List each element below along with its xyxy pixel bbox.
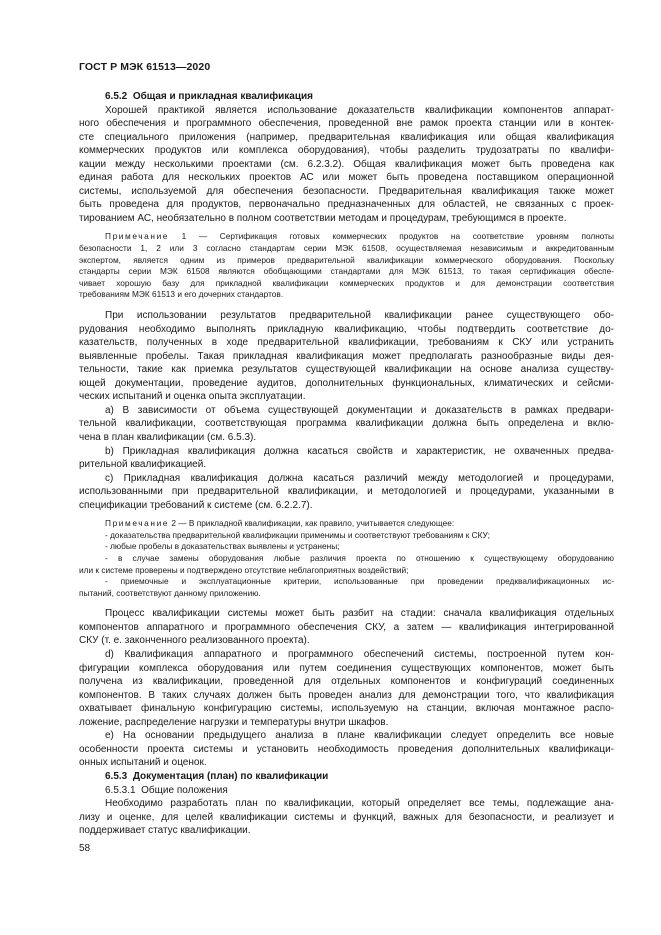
text-line: компонентов аппаратного и программного обеспечения СКУ, а затем — квалификация интегрированной: [79, 621, 614, 633]
text-line: ного обеспечения и программного обеспечения, проведенной вне рамок проекта станции или в контек-: [79, 118, 614, 130]
text-line: d) Квалификация аппаратного и программного обеспечений системы, построенной путем кон-: [105, 649, 614, 661]
text-line: казательств, полученных в ходе предварительной квалификации, требованиям к СКУ или устранить: [79, 337, 614, 349]
paragraph-stages: [79, 607, 614, 648]
text-line: спецификации требований к системе (см. 6.2.2.7).: [79, 499, 313, 511]
subsection-number: 6.5.3.1: [105, 784, 136, 796]
text-line: быть проведена для продуктов, первоначально предназначенных для областей, не связанных с проек-: [79, 199, 614, 211]
section-heading-6-5-2: [79, 90, 614, 104]
text-line: компонентов. В таких случаях должен быть проведен анализ для демонстрации того, что квалификация: [79, 689, 614, 701]
note-1: [79, 231, 614, 301]
text-line: системы, используемой для обеспечения безопасности. Предварительная квалификация также может: [79, 185, 614, 197]
text-line: использованными при предварительной квалификации, и методологией и процедурами, указанными в: [79, 486, 614, 498]
section-title: Документация (план) по квалификации: [132, 770, 329, 782]
text-line: с) Прикладная квалификация должна касаться различий между методологией и процедурами,: [105, 472, 614, 484]
list-item-b: [79, 445, 614, 472]
text-line: e) На основании предыдущего анализа в плане квалификации следует определить все новые: [105, 730, 614, 742]
text-line: ческих испытаний и оценка опыта эксплуатации.: [79, 391, 306, 403]
subsection-title: Общие положения: [141, 784, 228, 796]
text-line: При использовании результатов предварительной квалификации ранее существующего обо-: [105, 310, 614, 322]
note-line: или к системе проверены и подтверждено отсутствие неблагоприятных воздействий;: [79, 564, 409, 575]
list-item-a: [79, 404, 614, 445]
list-item-c: [79, 472, 614, 513]
text-line: тельности, такие как приемка результатов существующей квалификации на основе анализа существу-: [79, 364, 614, 376]
note-label: Примечание: [105, 231, 170, 242]
note-first-line: Примечание 1 — Сертификация готовых коммерческих продуктов на соответствие уровням полноты: [105, 231, 614, 242]
text-line: ющей документации, проведение аудитов, дополнительных функциональных, климатических и сейсми-: [79, 377, 614, 389]
note-bullet: - любые пробелы в доказательствах выявлены и устранены;: [105, 541, 340, 552]
paragraph-qualification-plan: [79, 797, 614, 838]
text-line: особенности проекта системы и установить необходимость проведения дополнительных квалификаци-: [79, 743, 614, 755]
text-line: онных испытаний и оценок.: [79, 757, 207, 769]
text-line: кации между несколькими проектами (см. 6.2.3.2). Общая квалификация может быть проведена как: [79, 158, 614, 170]
note-label: Примечание: [105, 518, 170, 529]
page-content: [79, 90, 614, 838]
note-line: экспертом, является одним из примеров предварительной квалификации коммерческого оборудования. Поскольку: [79, 254, 614, 265]
section-heading-6-5-3: [79, 770, 614, 784]
text-line: охватывает финальную конфигурацию системы, используемую на станции, включая монтажное распо-: [79, 703, 614, 715]
text-line: фигурации комплекса оборудования или путем соединения существующих компонентов, может быть: [79, 662, 614, 674]
note-line: чивает хорошую базу для прикладной квалификации коммерческих продуктов и для демонстрации соответствия: [79, 277, 614, 288]
subsection-heading-6-5-3-1: [79, 784, 614, 798]
note-first-line: Примечание 2 — В прикладной квалификации, как правило, учитывается следующее:: [105, 518, 455, 529]
note-line: пытаний, соответствуют данному приложению.: [79, 587, 261, 598]
section-number: 6.5.2: [105, 91, 128, 102]
text-line: рительной квалификацией.: [79, 459, 207, 471]
text-line: единая работа для нескольких проектов АС или может быть проведена поставщиком операционной: [79, 172, 614, 184]
text-line: чена в план квалификации (см. 6.5.3).: [79, 431, 257, 443]
section-number: 6.5.3: [105, 770, 128, 782]
note-line: безопасности 1, 2 или 3 согласно стандартам серии МЭК 61508, осуществляемая независимым и аккредитованным: [79, 243, 614, 254]
text-line: b) Прикладная квалификация должна касаться свойств и характеристик, не охваченных предва-: [105, 445, 614, 457]
note-bullet: - в случае замены оборудования любые различия проекта по отношению к существующему оборудованию: [105, 553, 614, 564]
note-bullet: - приемочные и эксплуатационные критерии, использованные при проведении предквалификационных ис-: [105, 576, 614, 587]
text-line: Процесс квалификации системы может быть разбит на стадии: сначала квалификация отдельных: [105, 608, 614, 620]
text-line: а) В зависимости от объема существующей документации и доказательств в рамках предвари-: [105, 404, 614, 416]
text-line: сте специального приложения (например, предварительная квалификация или общая квалификация: [79, 131, 614, 143]
paragraph-general-qualification: [79, 104, 614, 226]
text-line: Необходимо разработать план по квалификации, который определяет все темы, подлежащие ана-: [105, 798, 614, 810]
text-line: ложение, распределение нагрузки и температуры внутри шкафов.: [79, 716, 389, 728]
section-title: Общая и прикладная квалификация: [132, 91, 314, 102]
note-bullet: - доказательства предварительной квалификации применимы и соответствуют требованиям к СКУ;: [105, 529, 490, 540]
text-line: Хорошей практикой является использование доказательств квалификации компонентов аппарат-: [105, 104, 614, 116]
text-line: СКУ (т. е. законченного реализованного проекта).: [79, 635, 310, 647]
list-item-e: [79, 729, 614, 770]
text-line: тельной квалификации, соответствующая программа квалификации должна быть определена и вклю-: [79, 418, 614, 430]
text-line: поддерживает статус квалификации.: [79, 825, 251, 837]
text-line: коммерческих продуктов или комплекса оборудования), чтобы разделить трудозатраты по квалифи-: [79, 145, 614, 157]
list-item-d: [79, 648, 614, 729]
text-line: тированием АС, необязательно в полном соответствии методам и процедурам, требующимся в проекте.: [79, 212, 567, 224]
note-line: требованиям МЭК 61513 и его дочерних стандартов.: [79, 289, 284, 300]
text-line: выявленные пробелы. Такая прикладная квалификация может предполагать разнообразные виды дея-: [79, 350, 614, 362]
document-header: ГОСТ Р МЭК 61513—2020: [79, 61, 211, 73]
note-line: стандарты серии МЭК 61508 являются обобщающими стандартами для МЭК 61513, то такая сертификация обеспе-: [79, 266, 614, 277]
text-line: рудования необходимо выполнять прикладную квалификацию, чтобы подтвердить соответствие до-: [79, 323, 614, 335]
page-number: 58: [79, 843, 91, 854]
paragraph-application-qualification: [79, 309, 614, 404]
text-line: лизу и оценке, для целей квалификации системы и функций, важных для безопасности, и реализует и: [79, 811, 614, 823]
text-line: получена из квалификации, проведенной для отдельных компонентов и конфигураций соединенных: [79, 676, 614, 688]
note-2: [79, 518, 614, 599]
